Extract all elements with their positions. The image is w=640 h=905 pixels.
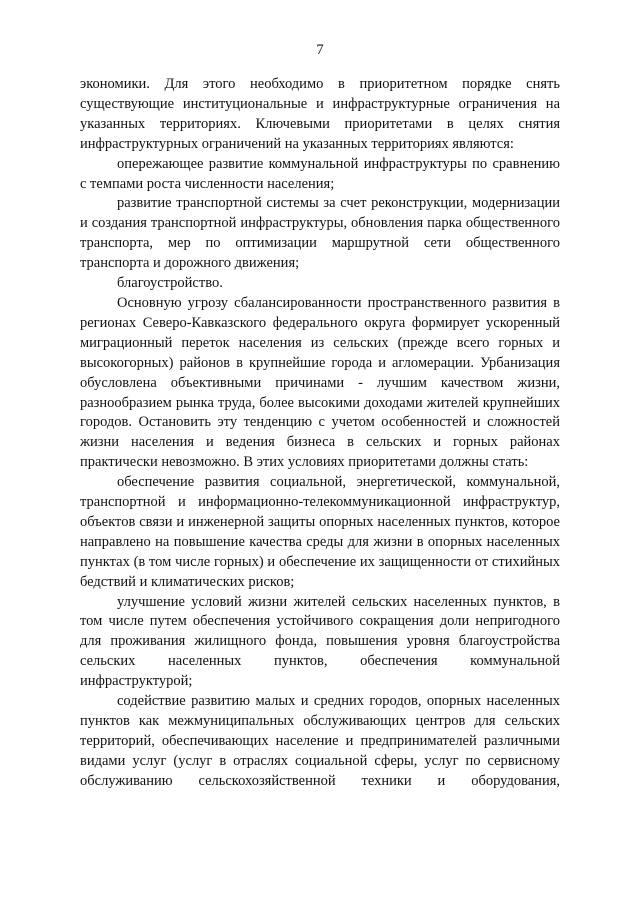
- list-item: содействие развитию малых и средних городов, опорных населенных пунктов как межмуниципальных обслуживающих центров для сельских территорий, обеспечивающих население и предпринимателей различными видами услуг (услуг в отраслях социальной сферы, услуг по сервисному обслуживанию сельскохозяйственной техники и оборудования,: [80, 693, 560, 789]
- list-item: обеспечение развития социальной, энергетической, коммунальной, транспортной и информационно-телекоммуникационной инфраструктур, объектов связи и инженерной защиты опорных населенных пунктов, которое направлено на повышение качества среды для жизни в опорных населенных пунктах (в том числе горных) и обеспечение их защищенности от стихийных бедствий и климатических рисков;: [80, 474, 560, 590]
- list-item: улучшение условий жизни жителей сельских населенных пунктов, в том числе путем обеспечения устойчивого сокращения доли непригодного для проживания жилищного фонда, повышения уровня благоустройства сельских населенных пунктов, обеспечения коммунальной инфраструктурой;: [80, 593, 560, 690]
- body-text: [80, 75, 560, 792]
- list-item: опережающее развитие коммунальной инфраструктуры по сравнению с темпами роста численности населения;: [80, 155, 560, 192]
- paragraph: Основную угрозу сбалансированности пространственного развития в регионах Северо-Кавказского федерального округа формирует ускоренный миграционный переток населения из сельских (прежде всего горных и высокогорных) районов в крупнейшие города и агломерации. Урбанизация обусловлена объективными причинами - лучшим качеством жизни, разнообразием рынка труда, более высокими доходами жителей крупнейших городов. Остановить эту тенденцию с учетом особенностей и сложностей жизни населения и ведения бизнеса в сельских и горных районах практически невозможно. В этих условиях приоритетами должны стать:: [80, 294, 560, 471]
- paragraph: экономики. Для этого необходимо в приоритетном порядке снять существующие институциональные и инфраструктурные ограничения на указанных территориях. Ключевыми приоритетами в целях снятия инфраструктурных ограничений на указанных территориях являются:: [80, 76, 560, 152]
- page-number: 7: [316, 42, 324, 58]
- list-item: развитие транспортной системы за счет реконструкции, модернизации и создания транспортной инфраструктуры, обновления парка общественного транспорта, мер по оптимизации маршрутной сети общественного транспорта и дорожного движения;: [80, 195, 560, 272]
- list-item: благоустройство.: [117, 275, 223, 292]
